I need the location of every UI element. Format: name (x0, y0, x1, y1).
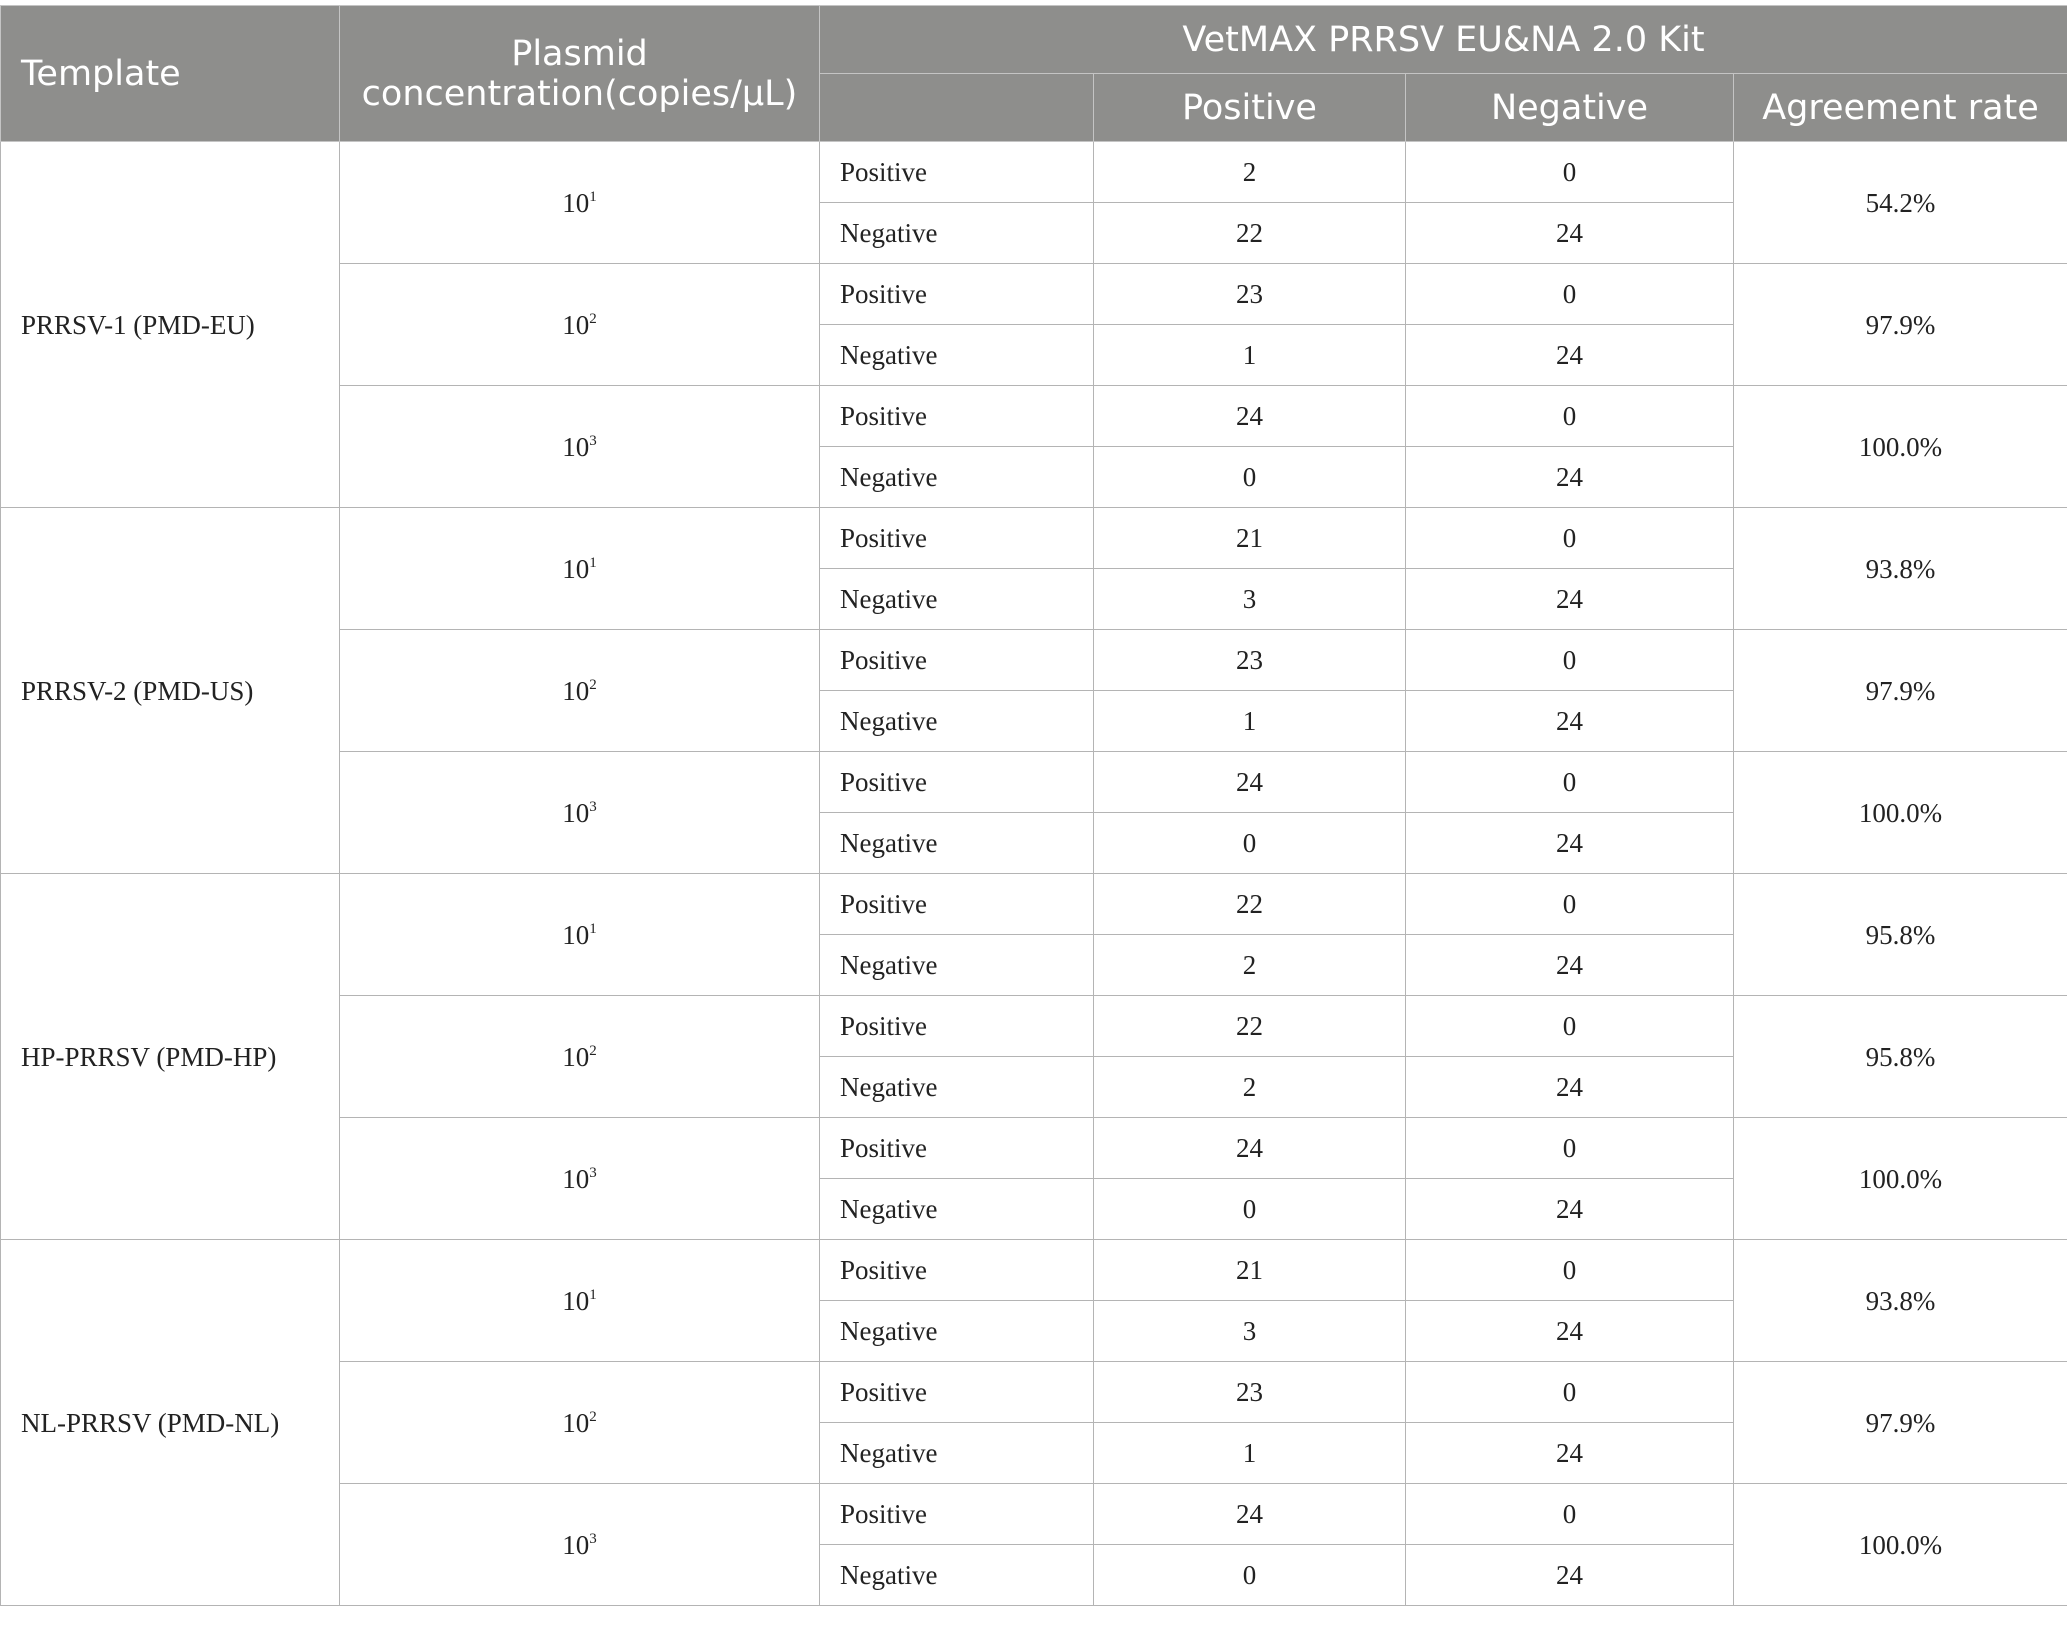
template-cell: PRRSV-2 (PMD-US) (1, 508, 340, 874)
concentration-base: 10 (562, 797, 590, 828)
positive-count-cell: 22 (1094, 203, 1406, 264)
negative-count-cell: 0 (1406, 1240, 1734, 1301)
result-label-cell: Positive (820, 1240, 1094, 1301)
negative-count-cell: 0 (1406, 1362, 1734, 1423)
positive-count-cell: 24 (1094, 752, 1406, 813)
table-row (1, 1240, 2067, 1301)
positive-count-cell: 2 (1094, 142, 1406, 203)
concentration-base: 10 (562, 1285, 590, 1316)
concentration-cell (340, 1240, 820, 1362)
positive-count-cell: 0 (1094, 447, 1406, 508)
positive-count-cell: 3 (1094, 569, 1406, 630)
concentration-exponent: 2 (589, 676, 597, 693)
negative-count-cell: 0 (1406, 264, 1734, 325)
table-row (1, 142, 2067, 203)
concentration-cell (340, 264, 820, 386)
result-label-cell: Negative (820, 1545, 1094, 1606)
result-label-cell: Positive (820, 996, 1094, 1057)
agreement-rate-cell: 93.8% (1734, 1240, 2067, 1362)
negative-count-cell: 24 (1406, 1545, 1734, 1606)
concentration-base: 10 (562, 187, 590, 218)
result-label-cell: Negative (820, 203, 1094, 264)
concentration-base: 10 (562, 919, 590, 950)
positive-count-cell: 24 (1094, 1118, 1406, 1179)
positive-count-cell: 21 (1094, 508, 1406, 569)
agreement-rate-cell: 95.8% (1734, 874, 2067, 996)
negative-count-cell: 0 (1406, 874, 1734, 935)
result-label-cell: Positive (820, 508, 1094, 569)
negative-count-cell: 24 (1406, 813, 1734, 874)
negative-count-cell: 24 (1406, 1179, 1734, 1240)
concentration-exponent: 2 (589, 310, 597, 327)
template-cell: NL-PRRSV (PMD-NL) (1, 1240, 340, 1606)
concentration-base: 10 (562, 1529, 590, 1560)
concentration-exponent: 1 (589, 920, 597, 937)
negative-count-cell: 0 (1406, 1484, 1734, 1545)
agreement-rate-cell: 100.0% (1734, 1484, 2067, 1606)
result-label-cell: Positive (820, 874, 1094, 935)
concentration-cell (340, 1362, 820, 1484)
negative-count-cell: 0 (1406, 508, 1734, 569)
concentration-exponent: 2 (589, 1042, 597, 1059)
table-row (1, 508, 2067, 569)
header-plasmid-concentration: Plasmid concentration(copies/μL) (340, 6, 820, 142)
result-label-cell: Negative (820, 447, 1094, 508)
positive-count-cell: 22 (1094, 874, 1406, 935)
concentration-base: 10 (562, 1163, 590, 1194)
negative-count-cell: 0 (1406, 142, 1734, 203)
positive-count-cell: 0 (1094, 1545, 1406, 1606)
result-label-cell: Negative (820, 935, 1094, 996)
header-positive: Positive (1094, 74, 1406, 142)
negative-count-cell: 24 (1406, 203, 1734, 264)
concentration-exponent: 3 (589, 1530, 597, 1547)
header-kit: VetMAX PRRSV EU&NA 2.0 Kit (820, 6, 2067, 74)
result-label-cell: Positive (820, 1118, 1094, 1179)
result-label-cell: Negative (820, 813, 1094, 874)
agreement-rate-cell: 100.0% (1734, 1118, 2067, 1240)
negative-count-cell: 24 (1406, 1423, 1734, 1484)
table-header (1, 6, 2067, 142)
concentration-cell (340, 508, 820, 630)
result-label-cell: Positive (820, 386, 1094, 447)
agreement-rate-cell: 97.9% (1734, 1362, 2067, 1484)
concentration-base: 10 (562, 431, 590, 462)
concentration-cell (340, 874, 820, 996)
positive-count-cell: 23 (1094, 630, 1406, 691)
positive-count-cell: 2 (1094, 935, 1406, 996)
negative-count-cell: 24 (1406, 1057, 1734, 1118)
header-template: Template (1, 6, 340, 142)
positive-count-cell: 22 (1094, 996, 1406, 1057)
positive-count-cell: 24 (1094, 386, 1406, 447)
template-cell: PRRSV-1 (PMD-EU) (1, 142, 340, 508)
negative-count-cell: 0 (1406, 386, 1734, 447)
result-label-cell: Negative (820, 1179, 1094, 1240)
negative-count-cell: 24 (1406, 569, 1734, 630)
result-label-cell: Negative (820, 691, 1094, 752)
positive-count-cell: 2 (1094, 1057, 1406, 1118)
positive-count-cell: 1 (1094, 325, 1406, 386)
concentration-cell (340, 996, 820, 1118)
table-row (1, 874, 2067, 935)
concentration-base: 10 (562, 1041, 590, 1072)
negative-count-cell: 0 (1406, 630, 1734, 691)
concentration-exponent: 1 (589, 554, 597, 571)
agreement-rate-cell: 54.2% (1734, 142, 2067, 264)
positive-count-cell: 0 (1094, 813, 1406, 874)
concentration-cell (340, 630, 820, 752)
result-label-cell: Positive (820, 142, 1094, 203)
concentration-exponent: 3 (589, 798, 597, 815)
agreement-rate-cell: 95.8% (1734, 996, 2067, 1118)
result-label-cell: Positive (820, 630, 1094, 691)
result-label-cell: Negative (820, 1301, 1094, 1362)
result-label-cell: Positive (820, 752, 1094, 813)
positive-count-cell: 23 (1094, 264, 1406, 325)
concentration-cell (340, 386, 820, 508)
header-negative: Negative (1406, 74, 1734, 142)
concentration-exponent: 1 (589, 188, 597, 205)
header-blank (820, 74, 1094, 142)
positive-count-cell: 23 (1094, 1362, 1406, 1423)
negative-count-cell: 24 (1406, 447, 1734, 508)
negative-count-cell: 24 (1406, 935, 1734, 996)
concentration-cell (340, 752, 820, 874)
negative-count-cell: 24 (1406, 1301, 1734, 1362)
concentration-cell (340, 1118, 820, 1240)
positive-count-cell: 21 (1094, 1240, 1406, 1301)
concentration-base: 10 (562, 553, 590, 584)
agreement-rate-cell: 100.0% (1734, 752, 2067, 874)
negative-count-cell: 0 (1406, 1118, 1734, 1179)
header-agreement-rate: Agreement rate (1734, 74, 2067, 142)
negative-count-cell: 0 (1406, 996, 1734, 1057)
agreement-rate-cell: 97.9% (1734, 264, 2067, 386)
concentration-base: 10 (562, 1407, 590, 1438)
positive-count-cell: 0 (1094, 1179, 1406, 1240)
results-table (0, 5, 2067, 1606)
result-label-cell: Negative (820, 325, 1094, 386)
negative-count-cell: 24 (1406, 325, 1734, 386)
positive-count-cell: 24 (1094, 1484, 1406, 1545)
result-label-cell: Positive (820, 1484, 1094, 1545)
concentration-base: 10 (562, 675, 590, 706)
agreement-rate-cell: 97.9% (1734, 630, 2067, 752)
table-body (1, 142, 2067, 1606)
positive-count-cell: 3 (1094, 1301, 1406, 1362)
positive-count-cell: 1 (1094, 1423, 1406, 1484)
result-label-cell: Positive (820, 1362, 1094, 1423)
result-label-cell: Negative (820, 1423, 1094, 1484)
concentration-exponent: 1 (589, 1286, 597, 1303)
concentration-exponent: 2 (589, 1408, 597, 1425)
negative-count-cell: 0 (1406, 752, 1734, 813)
agreement-rate-cell: 100.0% (1734, 386, 2067, 508)
concentration-base: 10 (562, 309, 590, 340)
concentration-exponent: 3 (589, 432, 597, 449)
concentration-cell (340, 1484, 820, 1606)
concentration-cell (340, 142, 820, 264)
result-label-cell: Positive (820, 264, 1094, 325)
template-cell: HP-PRRSV (PMD-HP) (1, 874, 340, 1240)
agreement-rate-cell: 93.8% (1734, 508, 2067, 630)
result-label-cell: Negative (820, 569, 1094, 630)
negative-count-cell: 24 (1406, 691, 1734, 752)
positive-count-cell: 1 (1094, 691, 1406, 752)
concentration-exponent: 3 (589, 1164, 597, 1181)
result-label-cell: Negative (820, 1057, 1094, 1118)
